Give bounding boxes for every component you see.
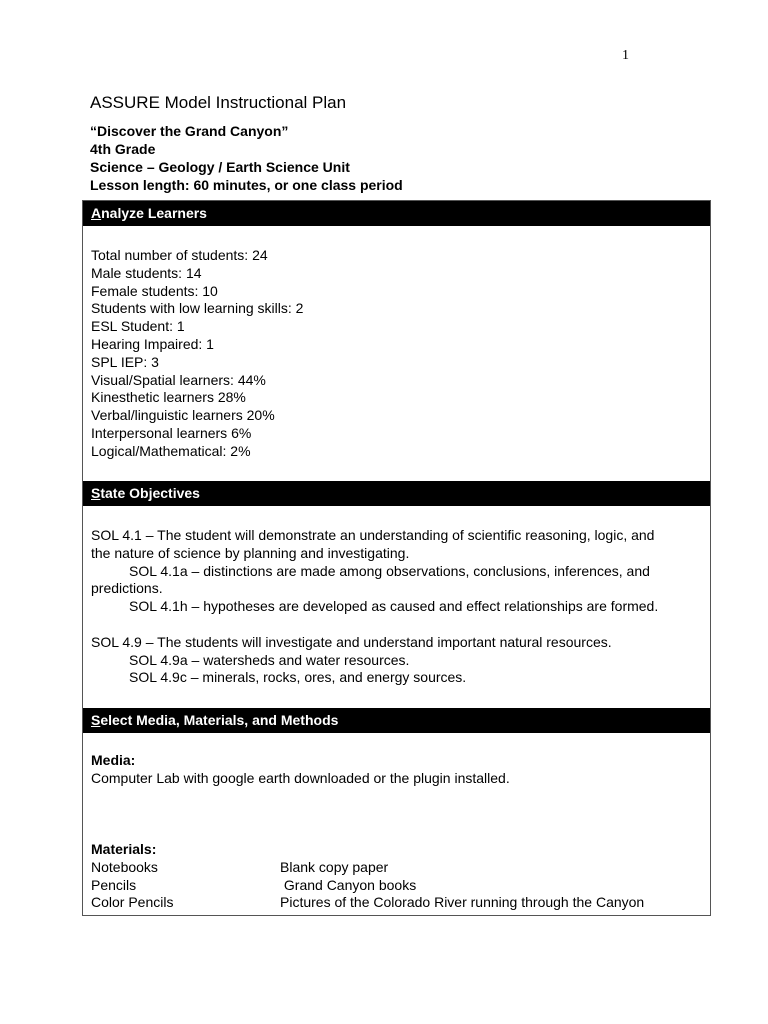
learner-stat: Hearing Impaired: 1 — [91, 335, 214, 352]
material-item: Grand Canyon books — [280, 876, 417, 893]
learner-stat: ESL Student: 1 — [91, 318, 185, 335]
objective-sol-4-9c: SOL 4.9c – minerals, rocks, ores, and energy sources. — [129, 669, 467, 686]
materials-row — [91, 894, 702, 912]
objective-sol-4-1a-cont: predictions. — [91, 580, 163, 597]
grade-level: 4th Grade — [90, 141, 156, 157]
lesson-meta — [90, 122, 403, 194]
materials-row — [91, 859, 702, 877]
section-header-state-objectives — [83, 481, 710, 506]
media-label: Media: — [91, 752, 136, 768]
learner-stat: SPL IEP: 3 — [91, 353, 159, 370]
material-item: Pictures of the Colorado River running through the Canyon — [280, 894, 645, 911]
select-media-body — [91, 752, 702, 912]
objective-sol-4-1h: SOL 4.1h – hypotheses are developed as caused and effect relationships are formed. — [129, 598, 659, 615]
learner-stat: Visual/Spatial learners: 44% — [91, 371, 266, 388]
material-item: Pencils — [91, 876, 137, 893]
header-text: elect Media, Materials, and Methods — [100, 712, 339, 728]
lesson-length: Lesson length: 60 minutes, or one class period — [90, 177, 403, 193]
section-header-analyze-learners — [83, 201, 710, 226]
objective-sol-4-9: SOL 4.9 – The students will investigate and understand important natural resources. — [91, 633, 612, 650]
material-item: Notebooks — [91, 858, 158, 875]
objective-sol-4-1-cont: the nature of science by planning and investigating. — [91, 544, 410, 561]
learner-stat: Interpersonal learners 6% — [91, 424, 252, 441]
objective-sol-4-1a: SOL 4.1a – distinctions are made among observations, conclusions, inferences, and — [129, 562, 650, 579]
media-text: Computer Lab with google earth downloaded or the plugin installed. — [91, 769, 510, 786]
subject-unit: Science – Geology / Earth Science Unit — [90, 159, 350, 175]
plan-table — [82, 200, 711, 916]
learner-stat: Logical/Mathematical: 2% — [91, 442, 251, 459]
materials-row — [91, 877, 702, 895]
objective-sol-4-1: SOL 4.1 – The student will demonstrate an understanding of scientific reasoning, logic, and — [91, 527, 655, 543]
header-initial: S — [91, 485, 101, 501]
learner-stat: Students with low learning skills: 2 — [91, 300, 304, 317]
objective-sol-4-9a: SOL 4.9a – watersheds and water resources. — [129, 651, 410, 668]
learner-stat: Kinesthetic learners 28% — [91, 389, 246, 406]
learner-stat: Male students: 14 — [91, 264, 202, 281]
page-number: 1 — [622, 48, 629, 63]
header-text: nalyze Learners — [101, 205, 207, 221]
learner-stat: Female students: 10 — [91, 282, 218, 299]
learner-stat: Verbal/linguistic learners 20% — [91, 407, 275, 424]
state-objectives-body — [91, 527, 702, 687]
lesson-title: “Discover the Grand Canyon” — [90, 123, 289, 139]
material-item: Color Pencils — [91, 894, 174, 911]
header-text: tate Objectives — [100, 485, 200, 501]
document-title: ASSURE Model Instructional Plan — [90, 93, 347, 112]
analyze-learners-body — [91, 247, 702, 461]
material-item: Blank copy paper — [280, 858, 389, 875]
header-initial: A — [91, 205, 102, 221]
section-header-select-media — [83, 708, 710, 733]
materials-label: Materials: — [91, 840, 157, 857]
learner-stat: Total number of students: 24 — [91, 247, 268, 263]
header-initial: S — [91, 712, 101, 728]
